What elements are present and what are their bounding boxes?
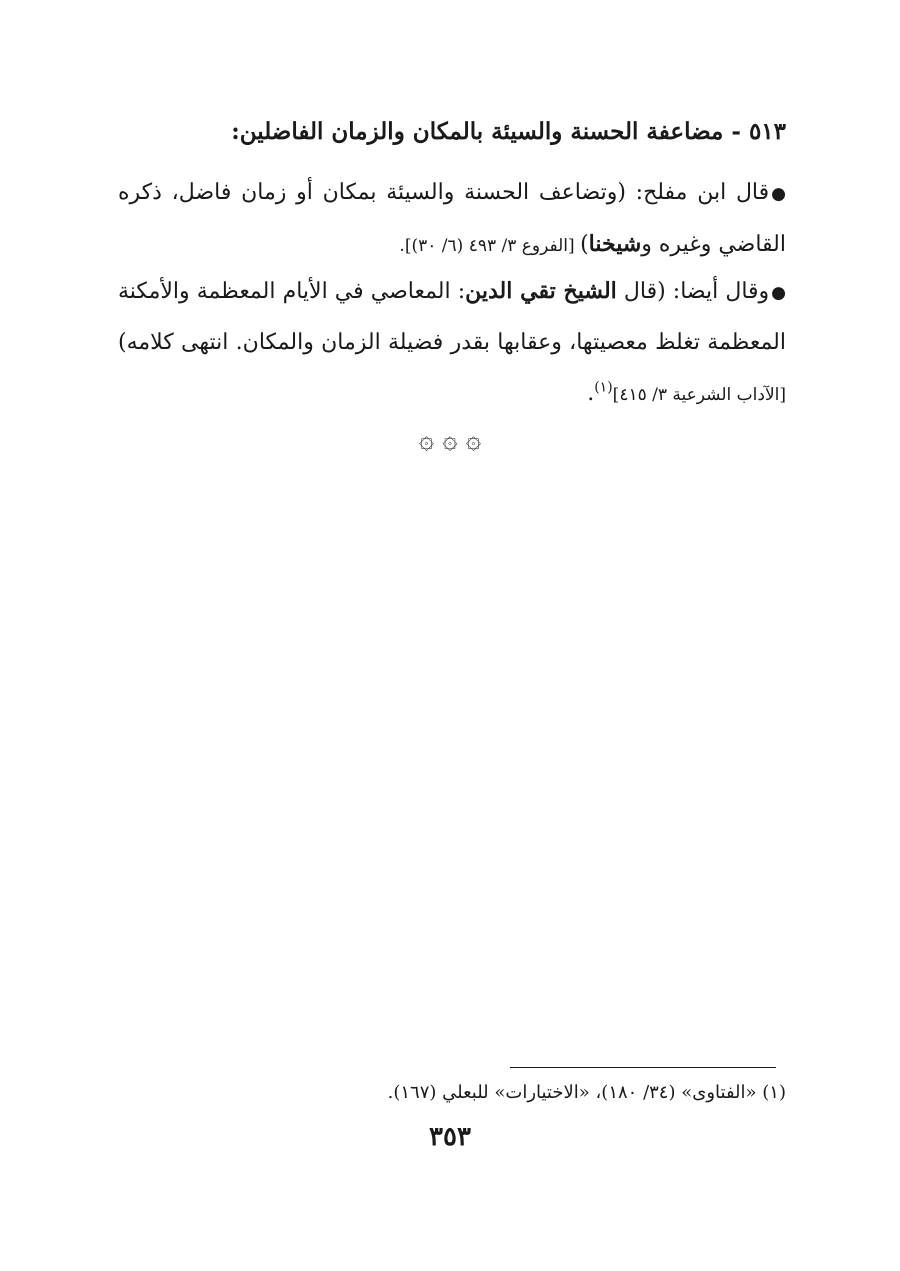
paragraph-text: : المعاصي في الأيام المعظمة والأمكنة المعظمة تغلظ معصيتها، وعقابها بقدر فضيلة الزمان والمكان. انتهى كلامه) xyxy=(118,279,786,355)
ornament-separator-icon: ۞ ۞ ۞ xyxy=(418,425,482,455)
source-reference: [الفروع ٣/ ٤٩٣ (٦/ ٣٠)]. xyxy=(399,236,581,256)
paragraph-sheikh-taqi-al-din xyxy=(118,266,786,420)
paragraph-text: قال ابن مفلح: (وتضاعف الحسنة والسيئة بمكان أو زمان فاضل، ذكره القاضي وغيره و xyxy=(118,180,786,257)
section-heading: ٥١٣ - مضاعفة الحسنة والسيئة بالمكان والزمان الفاضلين: xyxy=(231,118,786,145)
paragraph-text: ) xyxy=(580,232,589,257)
paragraph-text: وقال أيضا: (قال xyxy=(616,279,770,304)
page-number: ٣٥٣ xyxy=(429,1122,471,1152)
paragraph-end: . xyxy=(587,381,595,406)
paragraph-ibn-muflih xyxy=(118,168,786,271)
footnote: (١) «الفتاوى» (٣٤/ ١٨٠)، «الاختيارات» للبعلي (١٦٧). xyxy=(387,1082,786,1103)
emphasis-text: الشيخ تقي الدين xyxy=(465,278,617,304)
footnote-divider xyxy=(510,1067,776,1068)
bullet-icon: ● xyxy=(771,184,786,204)
source-reference: [الآداب الشرعية ٣/ ٤١٥] xyxy=(612,385,786,405)
footnote-marker[interactable]: (١) xyxy=(594,379,613,396)
emphasis-text: شيخنا xyxy=(588,231,642,257)
bullet-icon: ● xyxy=(771,283,787,303)
